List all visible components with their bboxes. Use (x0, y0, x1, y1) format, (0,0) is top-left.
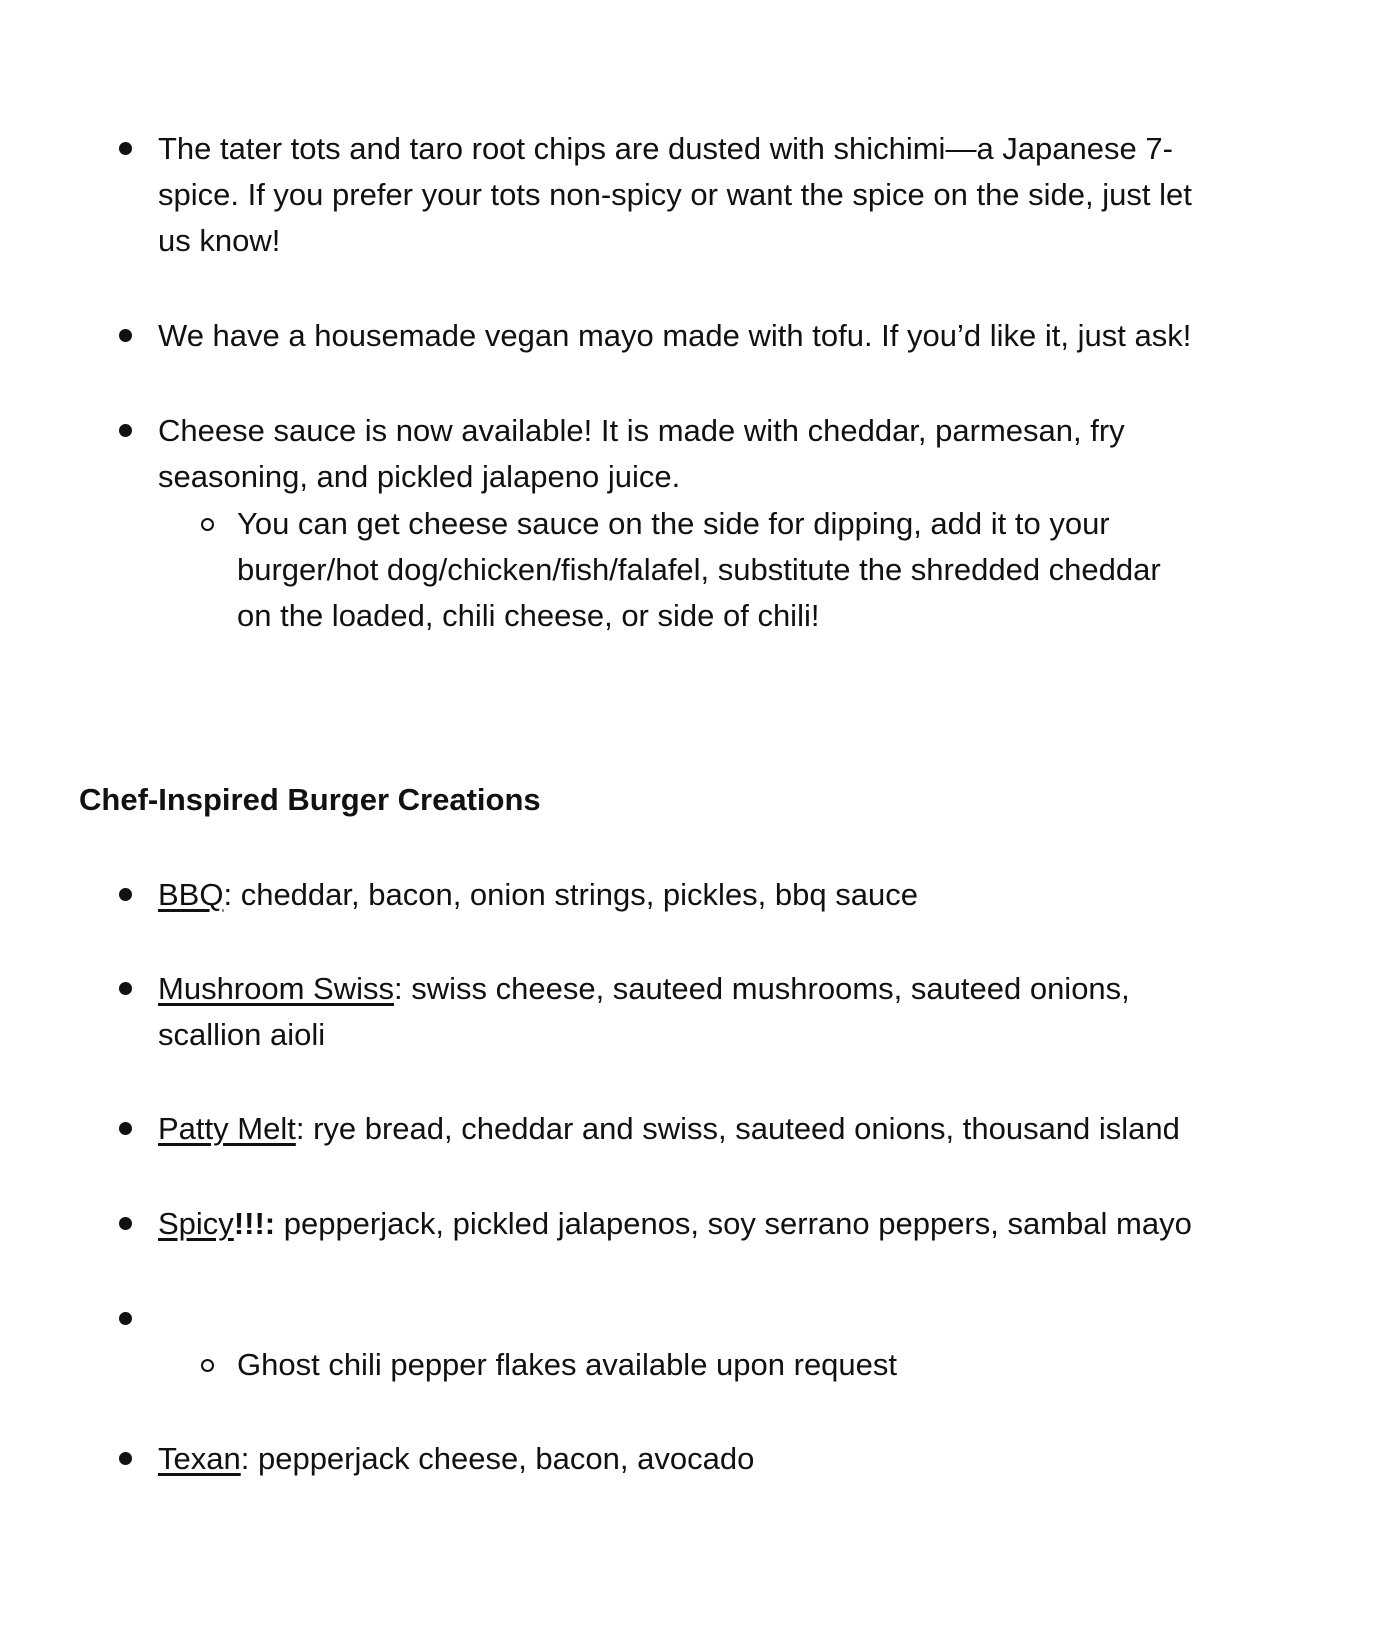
note-line: seasoning, and pickled jalapeno juice. (158, 459, 681, 494)
sub-note-line: burger/hot dog/chicken/fish/falafel, substitute the shredded cheddar (237, 552, 1161, 587)
burger-line (158, 965, 1130, 1013)
note-line: The tater tots and taro root chips are dusted with shichimi—a Japanese 7- (158, 131, 1173, 166)
burger-desc: pepperjack, pickled jalapenos, soy serrano peppers, sambal mayo (275, 1206, 1192, 1241)
note-line: We have a housemade vegan mayo made with tofu. If you’d like it, just ask! (158, 318, 1192, 353)
burger-desc: cheddar, bacon, onion strings, pickles, bbq sauce (240, 877, 918, 912)
burger-emphasis: !!!: (233, 1206, 276, 1241)
bullet-icon (119, 329, 132, 342)
sub-bullet-icon (201, 518, 214, 531)
burger-name: Texan (158, 1441, 241, 1476)
burger-name: Patty Melt (158, 1111, 296, 1146)
burger-name: BBQ (158, 877, 224, 912)
burger-desc: swiss cheese, sauteed mushrooms, sauteed onions, (411, 971, 1130, 1006)
burger-line (158, 1105, 1180, 1153)
burger-line (158, 871, 918, 919)
burger-sep: : (240, 1441, 258, 1476)
burger-desc: rye bread, cheddar and swiss, sauteed onions, thousand island (313, 1111, 1180, 1146)
note-line: Cheese sauce is now available! It is made with cheddar, parmesan, fry (158, 413, 1125, 448)
sub-note-line: Ghost chili pepper flakes available upon request (237, 1347, 898, 1382)
sub-bullet-icon (201, 1359, 214, 1372)
burger-sep: : (223, 877, 241, 912)
burger-desc: scallion aioli (158, 1017, 326, 1052)
burger-line (158, 1200, 1192, 1248)
bullet-icon (119, 888, 132, 901)
bullet-icon (119, 142, 132, 155)
note-line: us know! (158, 223, 281, 258)
bullet-icon (119, 1312, 132, 1325)
note-line: spice. If you prefer your tots non-spicy or want the spice on the side, just let (158, 177, 1192, 212)
burger-name: Mushroom Swiss (158, 971, 394, 1006)
section-heading: Chef-Inspired Burger Creations (79, 782, 541, 817)
burger-desc: pepperjack cheese, bacon, avocado (257, 1441, 755, 1476)
burger-sep: : (295, 1111, 314, 1146)
sub-note-line: You can get cheese sauce on the side for dipping, add it to your (237, 506, 1110, 541)
bullet-icon (119, 1452, 132, 1465)
bullet-icon (119, 982, 132, 995)
bullet-icon (119, 1122, 132, 1135)
burger-line (158, 1435, 754, 1483)
burger-sep: : (394, 971, 412, 1006)
burger-name: Spicy (158, 1206, 234, 1241)
bullet-icon (119, 1217, 132, 1230)
bullet-icon (119, 424, 132, 437)
sub-note-line: on the loaded, chili cheese, or side of chili! (237, 598, 820, 633)
